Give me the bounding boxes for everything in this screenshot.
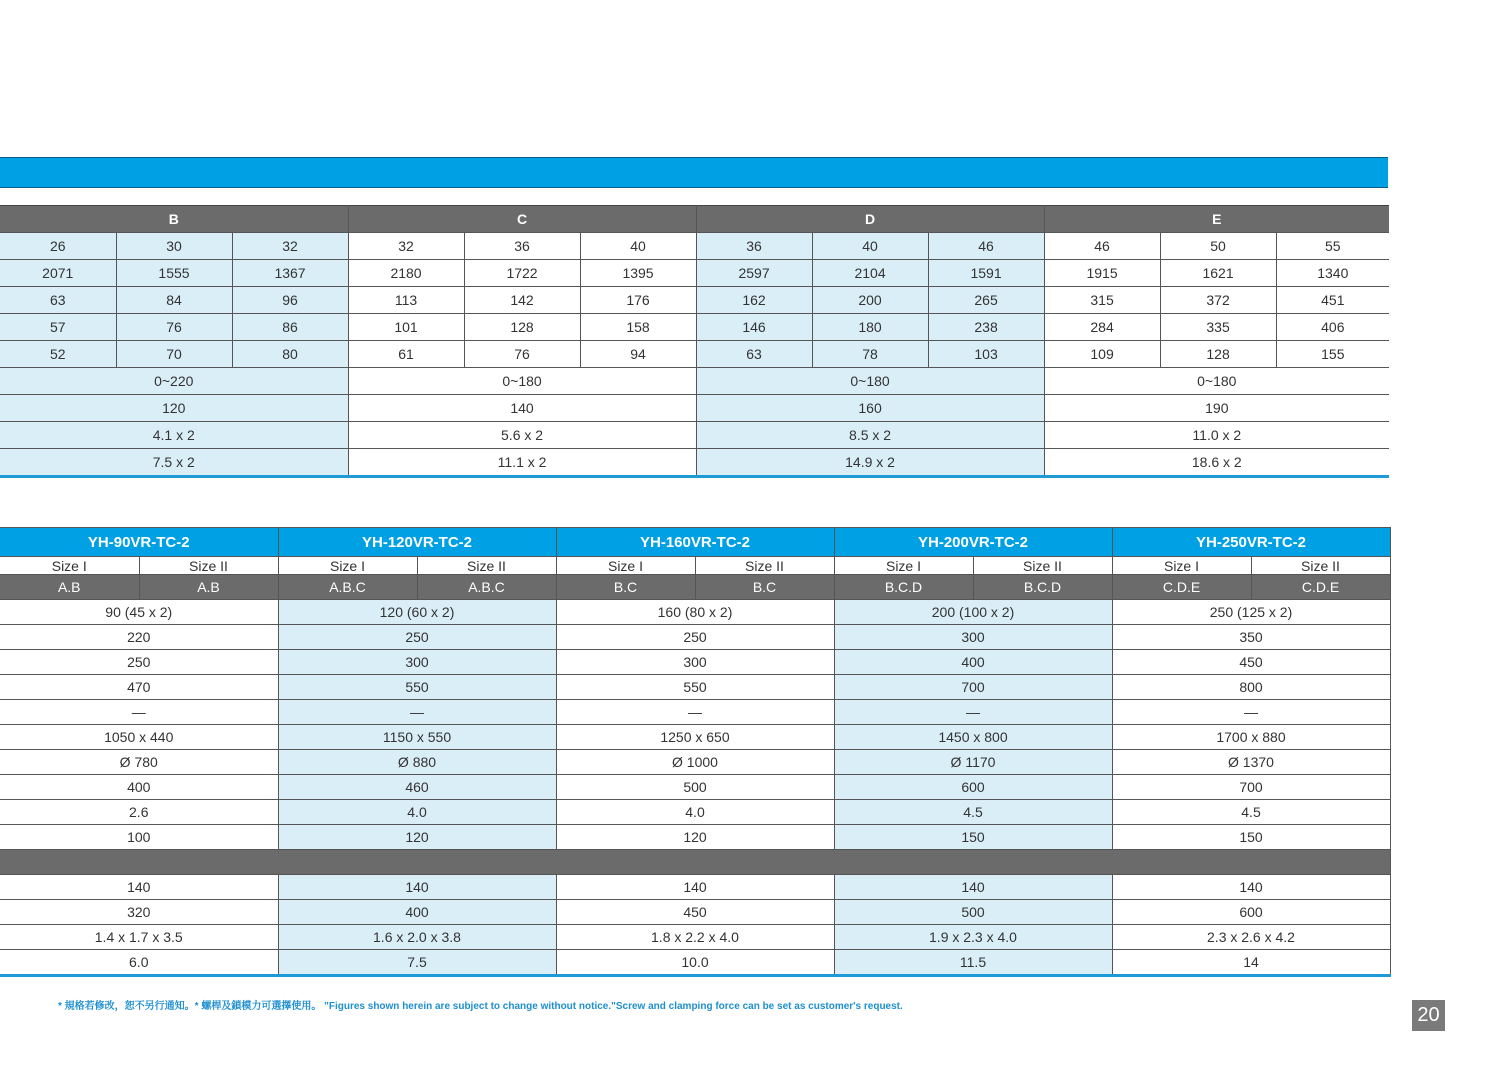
code-cell: B.C	[695, 575, 834, 600]
table-cell: 300	[278, 650, 556, 675]
table-cell: 158	[580, 314, 696, 341]
table-cell: 350	[1112, 625, 1390, 650]
table-cell: 250	[556, 625, 834, 650]
table-cell: 150	[1112, 825, 1390, 850]
model-header-cell: YH-200VR-TC-2	[834, 528, 1112, 557]
table-cell: 4.0	[556, 800, 834, 825]
table-cell: 300	[556, 650, 834, 675]
table-cell: 46	[1044, 233, 1160, 260]
table-row	[0, 600, 1390, 625]
table-cell: 460	[278, 775, 556, 800]
table-cell: 140	[0, 875, 278, 900]
table-cell: 90 (45 x 2)	[0, 600, 278, 625]
table-cell: 0~180	[696, 368, 1044, 395]
table-cell: 1591	[928, 260, 1044, 287]
table-cell: 180	[812, 314, 928, 341]
size-cell: Size II	[695, 557, 834, 575]
table-row	[0, 725, 1390, 750]
table-cell: 372	[1160, 287, 1276, 314]
size-cell: Size I	[278, 557, 417, 575]
code-cell: A.B	[139, 575, 278, 600]
table-cell: Ø 780	[0, 750, 278, 775]
table-cell: 40	[580, 233, 696, 260]
spec-table-machine	[0, 527, 1391, 977]
table-cell: Ø 1170	[834, 750, 1112, 775]
table-cell: 30	[116, 233, 232, 260]
table-cell: 162	[696, 287, 812, 314]
table-row	[0, 675, 1390, 700]
table-cell: 400	[834, 650, 1112, 675]
table-cell: —	[278, 700, 556, 725]
table-row	[0, 950, 1390, 976]
size-cell: Size II	[973, 557, 1112, 575]
code-row	[0, 575, 1390, 600]
table-cell: 150	[834, 825, 1112, 850]
table-cell: 1621	[1160, 260, 1276, 287]
model-header-cell: YH-250VR-TC-2	[1112, 528, 1390, 557]
table-cell: 320	[0, 900, 278, 925]
table-cell: 160	[696, 395, 1044, 422]
code-cell: A.B	[0, 575, 139, 600]
table-cell: 146	[696, 314, 812, 341]
table-cell: 80	[232, 341, 348, 368]
code-cell: A.B.C	[417, 575, 556, 600]
table-cell: 300	[834, 625, 1112, 650]
table-row	[0, 925, 1390, 950]
table-cell: 1.6 x 2.0 x 3.8	[278, 925, 556, 950]
table-cell: 450	[556, 900, 834, 925]
table-row	[0, 314, 1389, 341]
model-header-cell: YH-90VR-TC-2	[0, 528, 278, 557]
table-cell: 96	[232, 287, 348, 314]
table-cell: 36	[464, 233, 580, 260]
table-cell: 142	[464, 287, 580, 314]
table-cell: 700	[834, 675, 1112, 700]
table-cell: 176	[580, 287, 696, 314]
table-cell: 14	[1112, 950, 1390, 976]
table-cell: 284	[1044, 314, 1160, 341]
table-cell: 32	[232, 233, 348, 260]
table-cell: 120	[0, 395, 348, 422]
table-cell: 2597	[696, 260, 812, 287]
table-cell: 2.3 x 2.6 x 4.2	[1112, 925, 1390, 950]
table-cell: Ø 1370	[1112, 750, 1390, 775]
spec-table-screw	[0, 205, 1389, 478]
code-cell: B.C.D	[834, 575, 973, 600]
table-cell: 120 (60 x 2)	[278, 600, 556, 625]
section-divider-row	[0, 850, 1390, 875]
table-cell: 4.0	[278, 800, 556, 825]
footnote: * 規格若修改，恕不另行通知。* 螺桿及鎖模力可選擇使用。 "Figures shown herein are subject to change without notice."Screw and clamping force can be set as customer's request.	[58, 1001, 903, 1012]
table-row	[0, 449, 1389, 477]
table-cell: 10.0	[556, 950, 834, 976]
code-cell: C.D.E	[1251, 575, 1390, 600]
table-cell: 70	[116, 341, 232, 368]
size-cell: Size I	[0, 557, 139, 575]
model-header-cell: YH-160VR-TC-2	[556, 528, 834, 557]
table-cell: 406	[1276, 314, 1389, 341]
group-header-cell: B	[0, 206, 348, 233]
table-row	[0, 625, 1390, 650]
table-cell: 26	[0, 233, 116, 260]
table-cell: 140	[1112, 875, 1390, 900]
table-cell: 250	[0, 650, 278, 675]
table-cell: 220	[0, 625, 278, 650]
group-header-row	[0, 206, 1389, 233]
table-cell: 55	[1276, 233, 1389, 260]
table-row	[0, 750, 1390, 775]
table-cell: 11.5	[834, 950, 1112, 976]
page-number: 20	[1412, 1000, 1445, 1031]
table-cell: 128	[1160, 341, 1276, 368]
table-cell: 46	[928, 233, 1044, 260]
code-cell: C.D.E	[1112, 575, 1251, 600]
size-cell: Size I	[556, 557, 695, 575]
table-cell: 140	[278, 875, 556, 900]
table-cell: 40	[812, 233, 928, 260]
table-cell: 36	[696, 233, 812, 260]
table-cell: 0~220	[0, 368, 348, 395]
table-cell: 1722	[464, 260, 580, 287]
table-cell: 63	[0, 287, 116, 314]
table-cell: 8.5 x 2	[696, 422, 1044, 449]
table-cell: 1050 x 440	[0, 725, 278, 750]
table-cell: 120	[556, 825, 834, 850]
table-cell: 76	[464, 341, 580, 368]
table-cell: 265	[928, 287, 1044, 314]
table-cell: Ø 1000	[556, 750, 834, 775]
table-cell: 0~180	[1044, 368, 1389, 395]
table-cell: 78	[812, 341, 928, 368]
table-cell: 1250 x 650	[556, 725, 834, 750]
table-row	[0, 341, 1389, 368]
table-cell: 52	[0, 341, 116, 368]
table-cell: 101	[348, 314, 464, 341]
size-cell: Size I	[1112, 557, 1251, 575]
table-cell: 86	[232, 314, 348, 341]
table-cell: —	[0, 700, 278, 725]
table-row	[0, 395, 1389, 422]
table-cell: 6.0	[0, 950, 278, 976]
table-cell: 1450 x 800	[834, 725, 1112, 750]
table-cell: 0~180	[348, 368, 696, 395]
table-cell: 451	[1276, 287, 1389, 314]
table-cell: 4.5	[834, 800, 1112, 825]
table-cell: 2071	[0, 260, 116, 287]
table-cell: 128	[464, 314, 580, 341]
table-row	[0, 287, 1389, 314]
table-cell: 450	[1112, 650, 1390, 675]
table-cell: 94	[580, 341, 696, 368]
table-cell: 2.6	[0, 800, 278, 825]
size-row	[0, 557, 1390, 575]
section-divider-cell	[0, 850, 1390, 875]
table-row	[0, 650, 1390, 675]
table-cell: 190	[1044, 395, 1389, 422]
size-cell: Size I	[834, 557, 973, 575]
table-cell: 140	[834, 875, 1112, 900]
model-header-row	[0, 528, 1390, 557]
table-row	[0, 825, 1390, 850]
table-cell: —	[556, 700, 834, 725]
table-cell: 57	[0, 314, 116, 341]
table-cell: 1555	[116, 260, 232, 287]
table-cell: 18.6 x 2	[1044, 449, 1389, 477]
table-cell: 315	[1044, 287, 1160, 314]
table-row	[0, 800, 1390, 825]
table-cell: 11.0 x 2	[1044, 422, 1389, 449]
table-cell: 2104	[812, 260, 928, 287]
table-cell: 120	[278, 825, 556, 850]
code-cell: A.B.C	[278, 575, 417, 600]
table-cell: 200	[812, 287, 928, 314]
table-cell: 550	[556, 675, 834, 700]
table-cell: 470	[0, 675, 278, 700]
table-row	[0, 700, 1390, 725]
table-cell: Ø 880	[278, 750, 556, 775]
table-cell: 1700 x 880	[1112, 725, 1390, 750]
table-row	[0, 900, 1390, 925]
table-cell: 109	[1044, 341, 1160, 368]
table-cell: 160 (80 x 2)	[556, 600, 834, 625]
table-cell: 14.9 x 2	[696, 449, 1044, 477]
table-cell: 140	[556, 875, 834, 900]
table-cell: —	[1112, 700, 1390, 725]
table-cell: 600	[1112, 900, 1390, 925]
table-cell: 84	[116, 287, 232, 314]
table-cell: 335	[1160, 314, 1276, 341]
table-cell: 76	[116, 314, 232, 341]
table-cell: 7.5 x 2	[0, 449, 348, 477]
group-header-cell: D	[696, 206, 1044, 233]
table-cell: 113	[348, 287, 464, 314]
header-band	[0, 157, 1388, 188]
table-cell: 1915	[1044, 260, 1160, 287]
table-cell: 140	[348, 395, 696, 422]
table-row	[0, 368, 1389, 395]
table-cell: 7.5	[278, 950, 556, 976]
group-header-cell: E	[1044, 206, 1389, 233]
table-cell: 1340	[1276, 260, 1389, 287]
table-cell: 1395	[580, 260, 696, 287]
table-cell: 550	[278, 675, 556, 700]
table-row	[0, 422, 1389, 449]
table-row	[0, 233, 1389, 260]
table-cell: 100	[0, 825, 278, 850]
table-cell: 5.6 x 2	[348, 422, 696, 449]
table-row	[0, 875, 1390, 900]
size-cell: Size II	[1251, 557, 1390, 575]
group-header-cell: C	[348, 206, 696, 233]
table-cell: 32	[348, 233, 464, 260]
table-cell: 4.1 x 2	[0, 422, 348, 449]
model-header-cell: YH-120VR-TC-2	[278, 528, 556, 557]
table-cell: 1.8 x 2.2 x 4.0	[556, 925, 834, 950]
code-cell: B.C	[556, 575, 695, 600]
table-cell: 11.1 x 2	[348, 449, 696, 477]
size-cell: Size II	[139, 557, 278, 575]
code-cell: B.C.D	[973, 575, 1112, 600]
table-cell: 400	[0, 775, 278, 800]
table-cell: 500	[834, 900, 1112, 925]
table-cell: 200 (100 x 2)	[834, 600, 1112, 625]
table-cell: 250	[278, 625, 556, 650]
table-row	[0, 775, 1390, 800]
table-cell: 238	[928, 314, 1044, 341]
table-cell: 63	[696, 341, 812, 368]
table-cell: 250 (125 x 2)	[1112, 600, 1390, 625]
table-cell: 50	[1160, 233, 1276, 260]
table-cell: —	[834, 700, 1112, 725]
table-cell: 103	[928, 341, 1044, 368]
table-cell: 4.5	[1112, 800, 1390, 825]
table-cell: 155	[1276, 341, 1389, 368]
table-cell: 400	[278, 900, 556, 925]
table-cell: 1367	[232, 260, 348, 287]
table-cell: 800	[1112, 675, 1390, 700]
table-cell: 1.4 x 1.7 x 3.5	[0, 925, 278, 950]
table-cell: 2180	[348, 260, 464, 287]
table-cell: 1.9 x 2.3 x 4.0	[834, 925, 1112, 950]
table-cell: 600	[834, 775, 1112, 800]
table-cell: 61	[348, 341, 464, 368]
table-row	[0, 260, 1389, 287]
size-cell: Size II	[417, 557, 556, 575]
table-cell: 500	[556, 775, 834, 800]
table-cell: 700	[1112, 775, 1390, 800]
table-cell: 1150 x 550	[278, 725, 556, 750]
